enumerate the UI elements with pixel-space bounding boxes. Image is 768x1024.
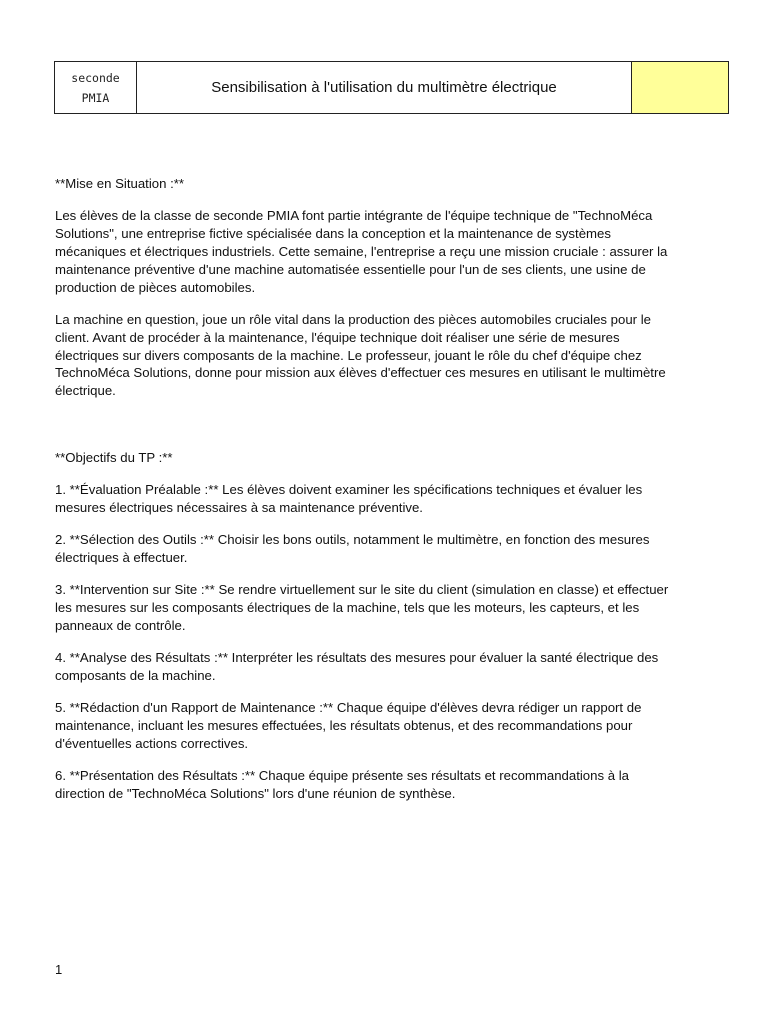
objectives-heading: **Objectifs du TP :** xyxy=(55,449,173,465)
page-number: 1 xyxy=(55,962,63,977)
objective-item: 5. **Rédaction d'un Rapport de Maintenance :** Chaque équipe d'élèves devra rédiger un rapport de maintenance, incluant les mesures effectuées, les résultats obtenus, et des recommandations pour d'éventuelles actions correctives. xyxy=(55,700,642,752)
objective-item: 2. **Sélection des Outils :** Choisir les bons outils, notamment le multimètre, en fonction des mesures électriques à effectuer. xyxy=(55,532,650,565)
situation-paragraph: Les élèves de la classe de seconde PMIA font partie intégrante de l'équipe technique de "TechnoMéca Solutions", une entreprise fictive spécialisée dans la conception et la maintenance de systèmes mécaniques et électriques industriels. Cette semaine, l'entreprise a reçu une mission cruciale : assurer la maintenance préventive d'une machine automatisée essentielle pour l'un de ses clients, une usine de production de pièces automobiles. xyxy=(55,208,668,295)
class-label-level: seconde xyxy=(71,70,120,85)
objective-item: 4. **Analyse des Résultats :** Interpréter les résultats des mesures pour évaluer la santé électrique des composants de la machine. xyxy=(55,650,659,684)
header-table xyxy=(54,61,729,114)
highlight-cell xyxy=(632,62,728,113)
objective-item: 3. **Intervention sur Site :** Se rendre virtuellement sur le site du client (simulation en classe) et effectuer les mesures sur les composants électriques de la machine, tels que les moteurs, les capteurs, et les panneaux de contrôle. xyxy=(55,582,669,633)
section-spacer xyxy=(55,415,680,449)
situation-heading: **Mise en Situation :** xyxy=(55,176,185,191)
situation-paragraph: La machine en question, joue un rôle vital dans la production des pièces automobiles cruciales pour le client. Avant de procéder à la maintenance, l'équipe technique doit réaliser une série de mesures électriques sur divers composants de la machine. Le professeur, jouant le rôle du chef d'équipe chez TechnoMéca Solutions, donne pour mission aux élèves d'effectuer ces mesures en utilisant le multimètre électrique. xyxy=(55,311,666,399)
class-cell xyxy=(55,62,137,113)
objective-item: 6. **Présentation des Résultats :** Chaque équipe présente ses résultats et recommandations à la direction de "TechnoMéca Solutions" lors d'une réunion de synthèse. xyxy=(55,768,629,802)
document-body xyxy=(55,175,680,818)
class-label-section: PMIA xyxy=(81,90,110,105)
document-title: Sensibilisation à l'utilisation du multimètre électrique xyxy=(137,62,632,113)
objective-item: 1. **Évaluation Préalable :** Les élèves doivent examiner les spécifications techniques et évaluer les mesures électriques nécessaires à sa maintenance préventive. xyxy=(55,481,643,515)
